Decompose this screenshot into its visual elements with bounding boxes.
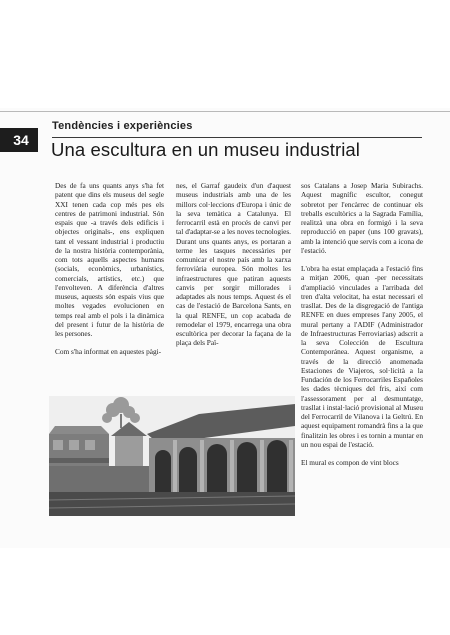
paragraph: Des de fa uns quants anys s'ha fet patent que dins els museus del segle XXI tenen cada cop més pes els centres de patrimoni industrial. Són espais que -a través dels edificis i objectes originals-, ens expliquen tant el vessant industrial i productiu de la nostra història contemporània, com tots aquells aspectes humans (socials, econòmics, urbanístics, comercials, artístics, etc.) que l'envolteven. A diferència d'altres museus, aquests són espais vius que moltes vegades evolucionen en temps real amb el pols i la dinàmica del present i futur de la història de les persones. bbox=[55, 181, 164, 338]
section-heading: Tendències i experiències bbox=[52, 120, 193, 132]
text-column-3 bbox=[301, 181, 423, 476]
text-column-2 bbox=[176, 181, 291, 357]
paragraph: Com s'ha informat en aquestes pàgi- bbox=[55, 347, 162, 357]
paragraph: L'obra ha estat emplaçada a l'estació fins a mitjan 2006, quan -per necessitats d'ampliació vinculades a l'arribada del tren d'alta velocitat, ha estat necessari el trasllat. Des de la disgregació de l'antiga RENFE en dues empreses l'any 2005, el mural pertany a l'ADIF (Administrador de Infraestructuras Ferroviarias) adscrit a la seva Colección de Escultura Contemporánea. Aquest organisme, a través de la direcció anomenada Estaciones de Viajeros, sol·licità a la Fundación de los Ferrocarriles Españoles les dades tècniques del fris, així com l'assessorament per al desmuntatge, trasllat i instal·lació provisional al Museu del Ferrocarril de Vilanova i la Geltrú. En aquest equipament romandrà fins a la que finalitzin les obres i es tornin a muntar en un nou espai de l'estació. bbox=[301, 264, 423, 449]
article-title: Una escultura en un museu industrial bbox=[51, 139, 361, 160]
paragraph: El mural es compon de vint blocs bbox=[301, 458, 399, 467]
railway-roundhouse-photo bbox=[49, 396, 295, 516]
title-rule bbox=[52, 137, 422, 138]
paragraph: sos Catalans a Josep Maria Subirachs. Aquest magnífic escultor, conegut sobretot per l'encàrrec de continuar els treballs escultòrics a la Sagrada Família, realitzà una obra en formigó i la seva reproducció en paper (uns 100 gravats), amb la intenció que servís com a icona de l'estació. bbox=[301, 181, 423, 255]
paragraph: nes, el Garraf gaudeix d'un d'aquest museus industrials amb una de les millors col·leccions d'Europa i únic de la seva temàtica a Catalunya. El ferrocarril està en procés de canvi per tal d'adaptar-se a les noves tecnologies. Durant uns quants anys, es portaran a terme les tasques necessàries per comunicar el nostre país amb la xarxa ferroviària europea. Són moltes les infraestructures que patiran aquests canvis per sorgir millorades i adaptades als nous temps. Aquest és el cas de l'estació de Barcelona Sants, en la qual RENFE, un cop acabada de remodelar el 1979, encarrega una obra escultòrica per decorar la façana de la plaça dels Paï- bbox=[176, 181, 291, 348]
text-column-1 bbox=[55, 181, 164, 366]
page-margin-top bbox=[0, 0, 450, 108]
top-rule bbox=[0, 111, 450, 112]
page-number: 34 bbox=[0, 128, 38, 152]
page-margin-bottom bbox=[0, 548, 450, 635]
